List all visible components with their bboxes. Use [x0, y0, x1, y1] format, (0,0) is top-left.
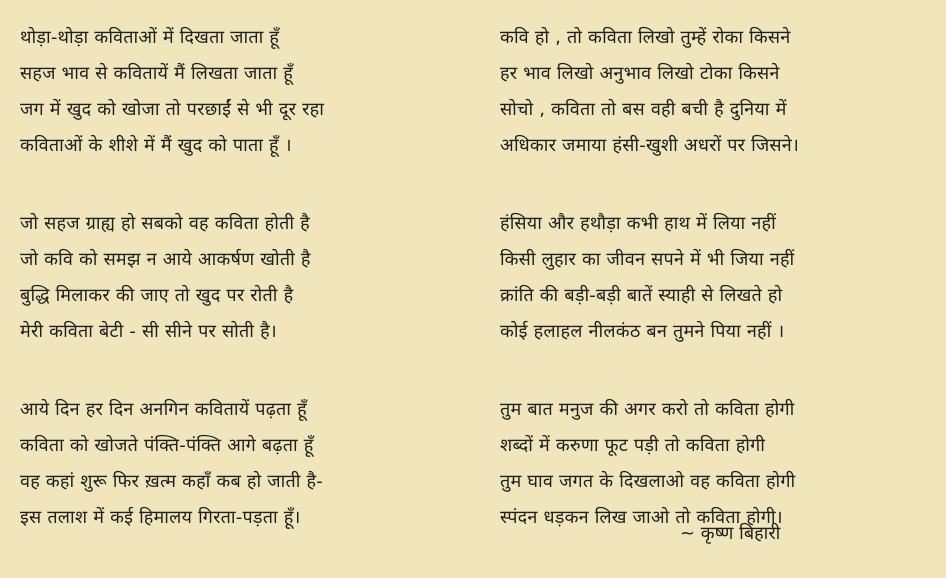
poem-stanza — [20, 206, 440, 350]
poem-line: जो कवि को समझ न आये आकर्षण खोती है — [20, 249, 311, 270]
poem-line: कवि हो , तो कविता लिखो तुम्हें रोका किसने — [500, 27, 791, 48]
poem-line: सहज भाव से कवितायें मैं लिखता जाता हूँ — [20, 63, 294, 84]
poem-line: अधिकार जमाया हंसी-खुशी अधरों पर जिसने। — [500, 135, 799, 156]
poem-line: स्पंदन धड़कन लिख जाओ तो कविता होगी। — [500, 507, 783, 528]
poem-line: कोई हलाहल नीलकंठ बन तुमने पिया नहीं । — [500, 321, 785, 342]
poem-stanza — [20, 20, 440, 164]
poem-line: तुम घाव जगत के दिखलाओ वह कविता होगी — [500, 471, 796, 492]
poem-line: क्रांति की बड़ी-बड़ी बातें स्याही से लिखते हो — [500, 285, 783, 306]
poem-line: मेरी कविता बेटी - सी सीने पर सोती है। — [20, 321, 277, 342]
poem-line: हंसिया और हथौड़ा कभी हाथ में लिया नहीं — [500, 213, 776, 234]
poem-line: कविताओं के शीशे में मैं खुद को पाता हूँ । — [20, 135, 292, 156]
poem-line: बुद्धि मिलाकर की जाए तो खुद पर रोती है — [20, 285, 294, 306]
poem-line: कविता को खोजते पंक्ति-पंक्ति आगे बढ़ता हूँ — [20, 435, 314, 456]
poem-right-column — [500, 20, 930, 578]
poem-line: तुम बात मनुज की अगर करो तो कविता होगी — [500, 399, 795, 420]
poem-line: वह कहां शुरू फिर ख़त्म कहाँ कब हो जाती है- — [20, 471, 323, 492]
poem-line: शब्दों में करुणा फूट पड़ी तो कविता होगी — [500, 435, 766, 456]
poem-line: हर भाव लिखो अनुभाव लिखो टोका किसने — [500, 63, 780, 84]
poem-line: किसी लुहार का जीवन सपने में भी जिया नहीं — [500, 249, 795, 270]
poem-stanza — [20, 392, 440, 536]
poem-line: जो सहज ग्राह्य हो सबको वह कविता होती है — [20, 213, 310, 234]
poem-line: इस तलाश में कई हिमालय गिरता-पड़ता हूँ। — [20, 507, 301, 528]
poem-line: आये दिन हर दिन अनगिन कवितायें पढ़ता हूँ — [20, 399, 307, 420]
author-signature: ~ कृष्ण बिहारी — [680, 523, 781, 544]
poem-stanza — [500, 20, 930, 164]
poem-line: जग में खुद को खोजा तो परछाईं से भी दूर रहा — [20, 99, 325, 120]
poem-stanza — [500, 392, 930, 536]
poem-stanza — [500, 206, 930, 350]
poem-line: थोड़ा-थोड़ा कविताओं में दिखता जाता हूँ — [20, 27, 280, 48]
poem-left-column — [20, 20, 440, 578]
poem-line: सोचो , कविता तो बस वही बची है दुनिया में — [500, 99, 787, 120]
